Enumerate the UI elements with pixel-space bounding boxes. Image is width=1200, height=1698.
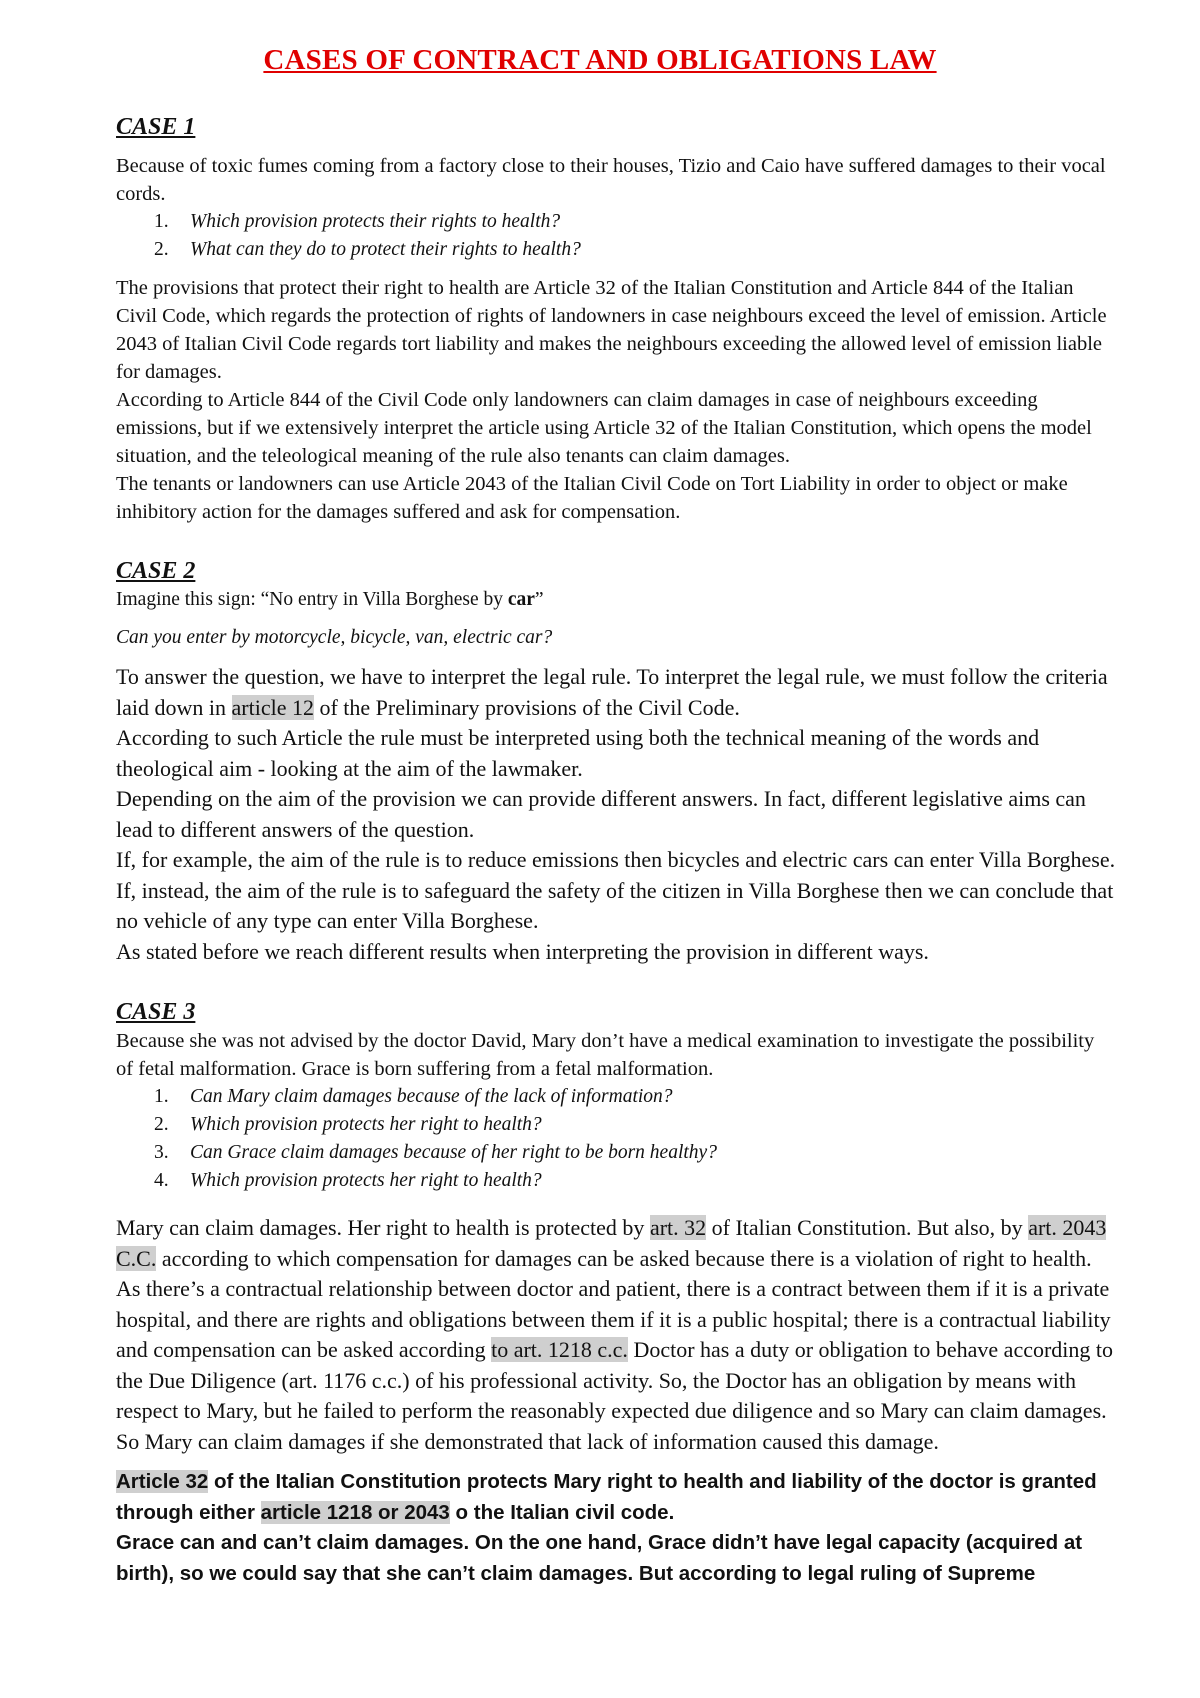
highlighted-reference: article 12 [231, 694, 314, 720]
case-2-paragraph: To answer the question, we have to interpret the legal rule. To interpret the legal rule, we must follow the criteria laid down in article 12 of the Preliminary provisions of the Civil Code. [116, 664, 1108, 720]
case-3-answer-paragraph: So Mary can claim damages if she demonstrated that lack of information caused this damage. [116, 1428, 939, 1454]
case-3-heading: CASE 3 [116, 999, 196, 1025]
case-3-questions [116, 1083, 1116, 1195]
list-item: 1. Can Mary claim damages because of the lack of information? [154, 1086, 673, 1107]
case-1-answer-paragraph: The tenants or landowners can use Article 2043 of the Italian Civil Code on Tort Liability in order to object or make inhibitory action for the damages suffered and ask for compensation. [116, 473, 1068, 523]
list-item: 2. What can they do to protect their rights to health? [154, 239, 581, 260]
case-1-answer-paragraph: The provisions that protect their right to health are Article 32 of the Italian Constitution and Article 844 of the Italian Civil Code, which regards the protection of rights of landowners in case neighbours exceed the level of emission. Article 2043 of Italian Civil Code regards tort liability and makes the neighbours exceeding the allowed level of emission liable for damages. [116, 277, 1107, 383]
case-2-paragraph: According to such Article the rule must be interpreted using both the technical meaning of the words and theological aim - looking at the aim of the lawmaker. [116, 725, 1040, 781]
case-3-bold-paragraph: Article 32 of the Italian Constitution protects Mary right to health and liability of the doctor is granted through either article 1218 or 2043 o the Italian civil code. [116, 1470, 1097, 1524]
document-body [116, 112, 1116, 1589]
document-title: CASES OF CONTRACT AND OBLIGATIONS LAW [263, 44, 937, 76]
highlighted-reference: to art. 1218 c.c. [491, 1337, 628, 1362]
case-2-paragraph: As stated before we reach different results when interpreting the provision in different ways. [116, 938, 929, 964]
case-1-questions [116, 208, 1116, 264]
list-item: 3. Can Grace claim damages because of her right to be born healthy? [154, 1142, 717, 1163]
highlighted-reference: article 1218 or 2043 [260, 1500, 450, 1524]
case-3-intro: Because she was not advised by the doctor David, Mary don’t have a medical examination to investigate the possibility of fetal malformation. Grace is born suffering from a fetal malformation. [116, 1030, 1095, 1080]
case-3-answer-paragraph: Mary can claim damages. Her right to health is protected by art. 32 of Italian Constitution. But also, by art. 2043 C.C. according to which compensation for damages can be asked because there is a violation of right to health. As there’s a contractual relationship between doctor and patient, there is a contract between them if it is a private hospital, and there are rights and obligations between them if it is a public hospital; there is a contractual liability and compensation can be asked according to art. 1218 c.c. Doctor has a duty or obligation to behave according to the Due Diligence (art. 1176 c.c.) of his professional activity. So, the Doctor has an obligation by means with respect to Mary, but he failed to perform the reasonably expected due diligence and so Mary can claim damages. [116, 1215, 1114, 1423]
list-item: 4. Which provision protects her right to health? [154, 1170, 542, 1191]
list-item: 2. Which provision protects her right to health? [154, 1114, 542, 1135]
case-2-heading: CASE 2 [116, 558, 196, 584]
case-2-sign-text: Imagine this sign: “No entry in Villa Borghese by car” [116, 589, 544, 610]
case-1-answer-paragraph: According to Article 844 of the Civil Code only landowners can claim damages in case of neighbours exceeding emissions, but if we extensively interpret the article using Article 32 of the Italian Constitution, which opens the model situation, and the teleological meaning of the rule also tenants can claim damages. [116, 389, 1092, 467]
highlighted-reference: Article 32 [116, 1470, 209, 1493]
highlighted-reference: art. 32 [649, 1215, 707, 1240]
case-2-question: Can you enter by motorcycle, bicycle, van, electric car? [116, 627, 553, 648]
case-1-heading: CASE 1 [116, 114, 196, 140]
case-1-intro: Because of toxic fumes coming from a factory close to their houses, Tizio and Caio have suffered damages to their vocal cords. [116, 155, 1106, 205]
case-2-paragraph: Depending on the aim of the provision we can provide different answers. In fact, different legislative aims can lead to different answers of the question. [116, 786, 1086, 842]
case-3-bold-paragraph: Grace can and can’t claim damages. On the one hand, Grace didn’t have legal capacity (acquired at birth), so we could say that she can’t claim damages. But according to legal ruling of Supreme [116, 1531, 1083, 1585]
case-2-paragraph: If, for example, the aim of the rule is to reduce emissions then bicycles and electric cars can enter Villa Borghese. If, instead, the aim of the rule is to safeguard the safety of the citizen in Villa Borghese then we can conclude that no vehicle of any type can enter Villa Borghese. [116, 847, 1116, 933]
list-item: 1. Which provision protects their rights to health? [154, 211, 561, 232]
highlighted-reference: art. 2043 C.C. [116, 1215, 1107, 1271]
